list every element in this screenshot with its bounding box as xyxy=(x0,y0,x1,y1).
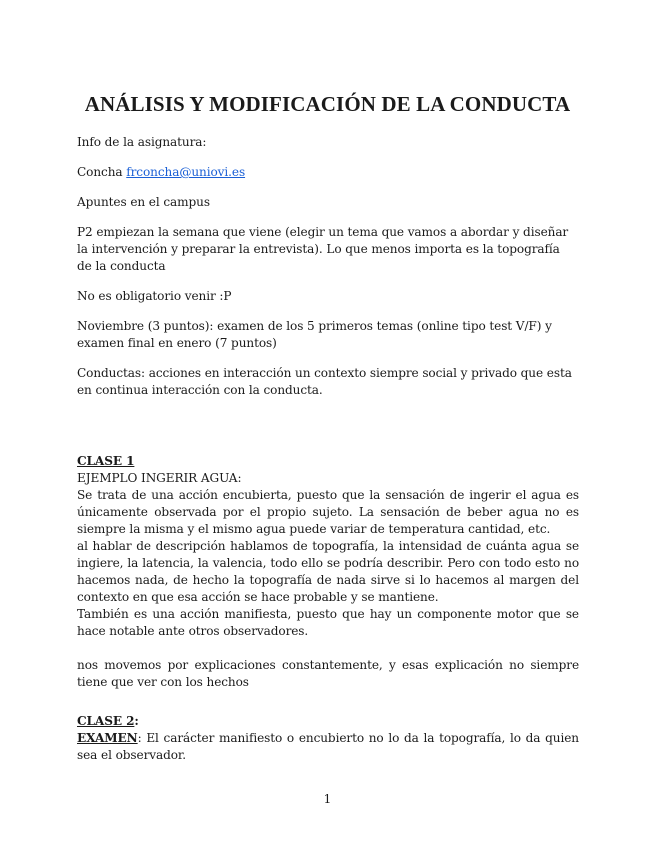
page-title: ANÁLISIS Y MODIFICACIÓN DE LA CONDUCTA xyxy=(84,92,571,116)
examen-label: EXAMEN xyxy=(77,731,138,745)
clase1-paragraph-3: También es una acción manifiesta, puesto que hay un componente motor que se hace notable ante otros observadores. xyxy=(77,607,579,638)
conductas-paragraph: Conductas: acciones en interacción un contexto siempre social y privado que esta en continua interacción con la conducta. xyxy=(77,366,572,397)
page-number: 1 xyxy=(323,792,332,806)
clase2-section xyxy=(77,713,579,764)
ejemplo-line: EJEMPLO INGERIR AGUA: xyxy=(77,471,242,485)
info-line: Info de la asignatura: xyxy=(77,135,207,149)
teacher-name: Concha xyxy=(77,165,123,179)
teacher-email-link[interactable]: frconcha@uniovi.es xyxy=(126,165,246,179)
examen-text: : El carácter manifiesto o encubierto no lo da la topografía, lo da quien sea el observador. xyxy=(77,731,579,762)
p2-paragraph: P2 empiezan la semana que viene (elegir un tema que vamos a abordar y diseñar la intervención y preparar la entrevista). Lo que menos importa es la topografía de la conducta xyxy=(77,225,569,273)
clase1-paragraph-4: nos movemos por explicaciones constantemente, y esas explicación no siempre tiene que ver con los hechos xyxy=(77,658,579,689)
clase2-heading: CLASE 2 xyxy=(77,714,135,728)
clase2-heading-line xyxy=(77,713,579,730)
clase1-paragraph-2: al hablar de descripción hablamos de topografía, la intensidad de cuánta agua se ingiere, la latencia, la valencia, todo ello se podría describir. Pero con todo esto no hacemos nada, de hecho la topografía de nada sirve si lo hacemos al margen del contexto en que esa acción se hace probable y se mantiene. xyxy=(77,539,579,604)
clase2-heading-suffix: : xyxy=(134,714,139,728)
clase1-heading: CLASE 1 xyxy=(77,454,135,468)
intro-section xyxy=(77,134,577,412)
apuntes-line: Apuntes en el campus xyxy=(77,195,210,209)
noviembre-paragraph: Noviembre (3 puntos): examen de los 5 primeros temas (online tipo test V/F) y examen final en enero (7 puntos) xyxy=(77,319,552,350)
spacer xyxy=(77,640,579,657)
obligatorio-line: No es obligatorio venir :P xyxy=(77,289,232,303)
examen-paragraph xyxy=(77,730,579,764)
clase1-paragraph-1: Se trata de una acción encubierta, puesto que la sensación de ingerir el agua es únicamente observada por el propio sujeto. La sensación de beber agua no es siempre la misma y el mismo agua puede variar de temperatura cantidad, etc. xyxy=(77,488,579,536)
clase1-section xyxy=(77,453,579,691)
teacher-line xyxy=(77,164,577,181)
